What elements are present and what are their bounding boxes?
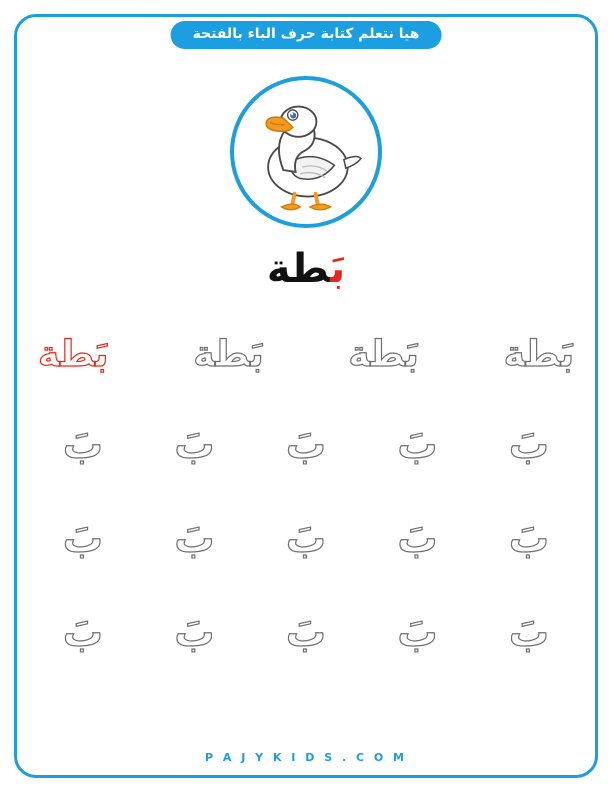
trace-letter[interactable]: بَ — [62, 422, 104, 468]
vocabulary-word — [0, 246, 612, 292]
trace-letter[interactable]: بَ — [174, 516, 215, 562]
trace-letter[interactable]: بَ — [285, 422, 327, 468]
trace-letter[interactable]: بَ — [397, 516, 438, 562]
trace-letter[interactable]: بَ — [397, 422, 438, 468]
page-title: هيا نتعلم كتابة حرف الباء بالفتحة — [171, 21, 442, 49]
vocabulary-word-letter: بَ — [330, 246, 346, 292]
trace-letter[interactable]: بَ — [174, 610, 215, 656]
trace-letter[interactable]: بَ — [285, 516, 327, 562]
trace-letter[interactable]: بَ — [62, 516, 104, 562]
duck-illustration-frame — [230, 76, 382, 228]
duck-illustration — [234, 80, 378, 224]
site-footer: P A J Y K I D S . C O M — [205, 751, 407, 764]
trace-letter[interactable]: بَ — [62, 610, 104, 656]
trace-word[interactable]: بَطة — [38, 334, 109, 375]
trace-letter[interactable]: بَ — [397, 610, 438, 656]
trace-word[interactable]: بَطة — [503, 334, 574, 375]
trace-letter[interactable]: بَ — [508, 422, 550, 468]
trace-letter[interactable]: بَ — [174, 422, 215, 468]
trace-letter[interactable]: بَ — [285, 610, 327, 656]
vocabulary-word-rest: طة — [266, 246, 331, 292]
trace-word[interactable]: بَطة — [193, 334, 264, 375]
trace-word[interactable]: بَطة — [348, 334, 419, 375]
trace-letter[interactable]: بَ — [508, 610, 550, 656]
word-tracing-row — [30, 312, 582, 398]
letter-tracing-row-3 — [30, 586, 582, 680]
trace-letter[interactable]: بَ — [508, 516, 550, 562]
letter-tracing-row-2 — [30, 492, 582, 586]
tracing-area — [30, 312, 582, 680]
letter-tracing-row-1 — [30, 398, 582, 492]
